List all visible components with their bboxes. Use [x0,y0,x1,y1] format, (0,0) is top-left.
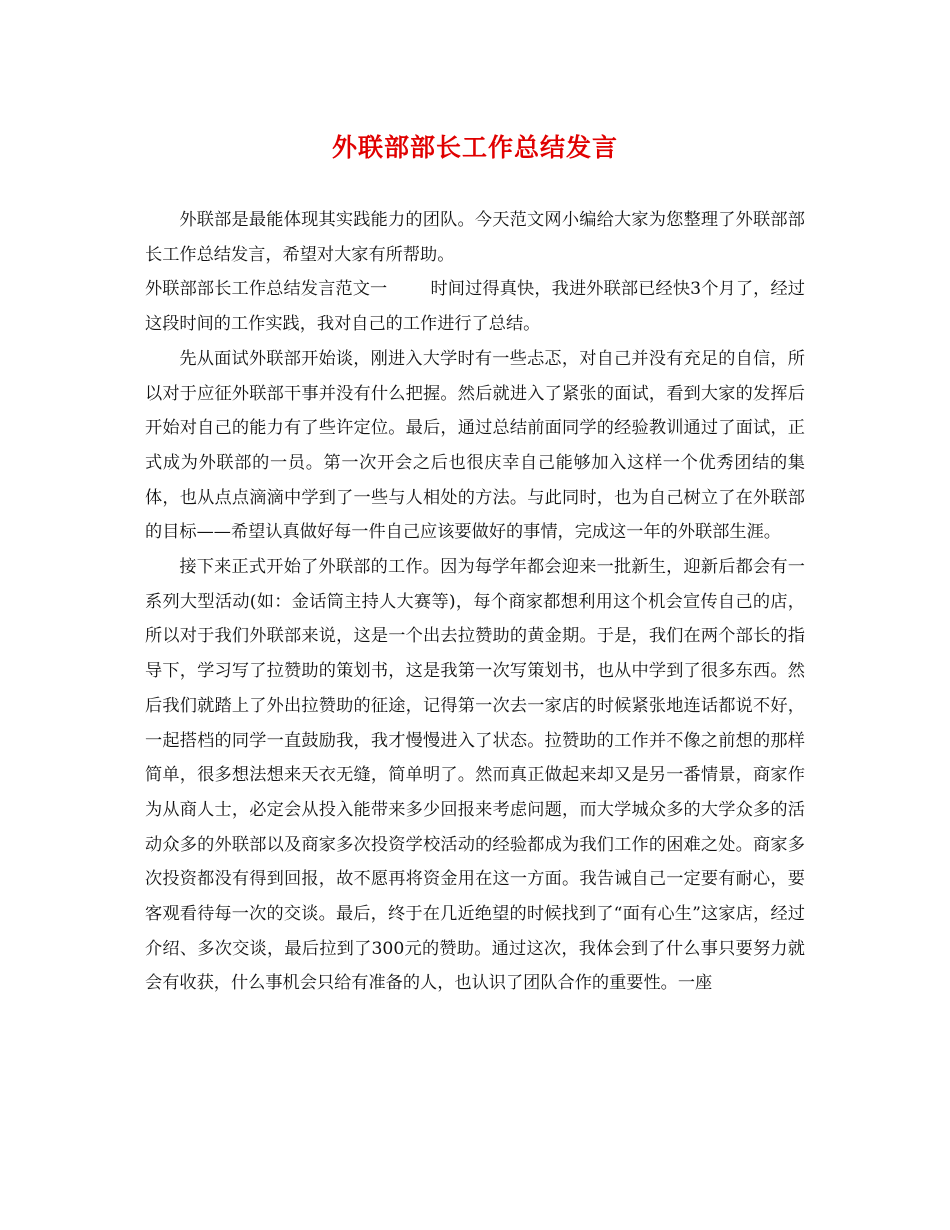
section-paragraph [145,272,805,341]
intro-paragraph: 外联部是最能体现其实践能力的团队。今天范文网小编给大家为您整理了外联部部长工作总结发言，希望对大家有所帮助。 [145,210,805,265]
section-lead: 时间过得真快，我进外联部已经快3个月了，经过这段时间的工作实践，我对自己的工作进行了总结。 [145,279,805,335]
body-paragraph-2: 接下来正式开始了外联部的工作。因为每学年都会迎来一批新生，迎新后都会有一系列大型活动(如：金话筒主持人大赛等)，每个商家都想利用这个机会宣传自己的店，所以对于我们外联部来说，这是一个出去拉赞助的黄金期。于是，我们在两个部长的指导下，学习写了拉赞助的策划书，这是我第一次写策划书，也从中学到了很多东西。然后我们就踏上了外出拉赞助的征途，记得第一次去一家店的时候紧张地连话都说不好，一起搭档的同学一直鼓励我，我才慢慢进入了状态。拉赞助的工作并不像之前想的那样简单，很多想法想来天衣无缝，简单明了。然而真正做起来却又是另一番情景，商家作为从商人士，必定会从投入能带来多少回报来考虑问题，而大学城众多的大学众多的活动众多的外联部以及商家多次投资学校活动的经验都成为我们工作的困难之处。商家多次投资都没有得到回报，故不愿再将资金用在这一方面。我告诫自己一定要有耐心，要客观看待每一次的交谈。最后，终于在几近绝望的时候找到了“面有心生”这家店，经过介绍、多次交谈，最后拉到了300元的赞助。通过这次，我体会到了什么事只要努力就会有收获，什么事机会只给有准备的人，也认识了团队合作的重要性。一座 [145,557,805,994]
document-body [145,203,805,1001]
section-heading: 外联部部长工作总结发言范文一 [145,279,388,300]
body-paragraph-1: 先从面试外联部开始谈，刚进入大学时有一些忐忑，对自己并没有充足的自信，所以对于应征外联部干事并没有什么把握。然后就进入了紧张的面试，看到大家的发挥后开始对自己的能力有了些许定位。最后，通过总结前面同学的经验教训通过了面试，正式成为外联部的一员。第一次开会之后也很庆幸自己能够加入这样一个优秀团结的集体，也从点点滴滴中学到了一些与人相处的方法。与此同时，也为自己树立了在外联部的目标——希望认真做好每一件自己应该要做好的事情，完成这一年的外联部生涯。 [145,348,805,543]
document-title: 外联部部长工作总结发言 [331,133,618,162]
